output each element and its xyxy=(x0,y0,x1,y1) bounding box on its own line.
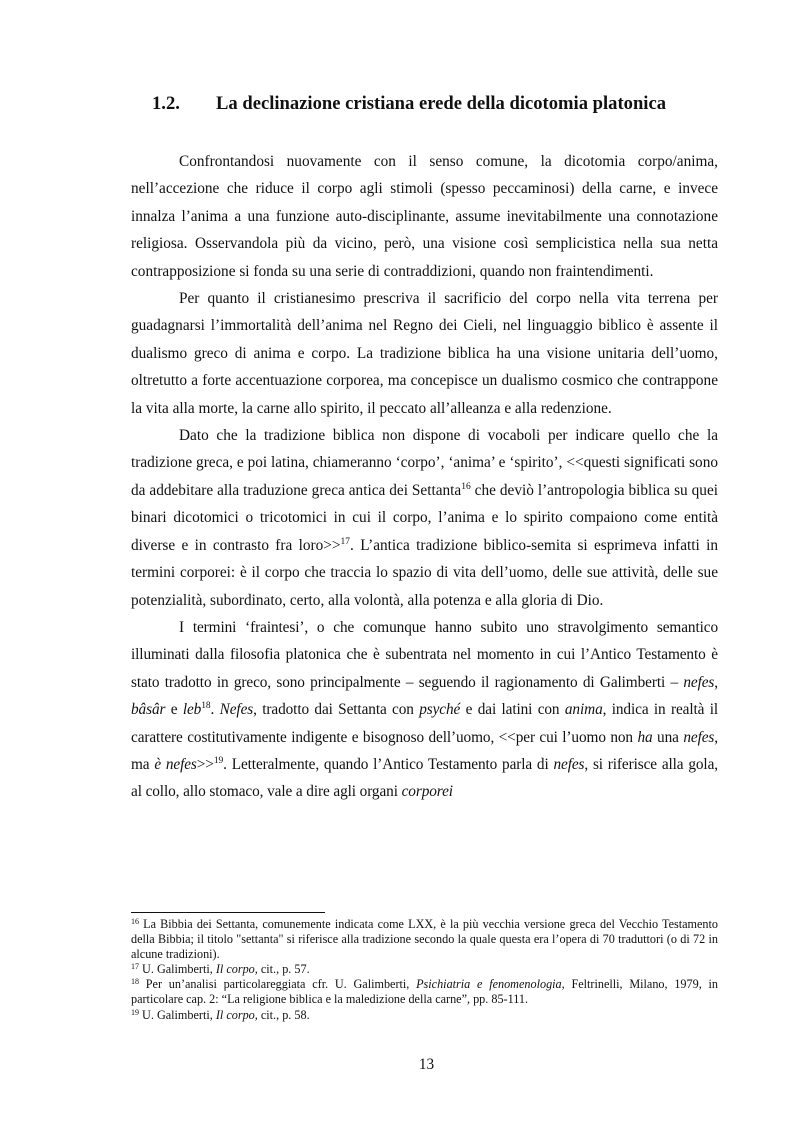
paragraph-3-text: Dato che la tradizione biblica non dispone di vocaboli per indicare quello che la tradizione greca, e poi latina, chiameranno ‘corpo’, ‘anima’ e ‘spirito’, <<questi significati sono da addebitare alla traduzione greca antica dei Settanta xyxy=(131,427,718,499)
paragraph-3 xyxy=(131,422,718,614)
footnote-separator xyxy=(131,912,325,913)
footnote-text: U. Galimberti, xyxy=(139,962,216,977)
footnote-number: 16 xyxy=(131,917,139,926)
footnote-book-title: Il corpo, xyxy=(215,962,258,977)
term-leb: leb xyxy=(182,701,202,719)
paragraph-4-text: I termini ‘fraintesi’, o che comunque hanno subito uno stravolgimento semantico illuminati dalla filosofia platonica che è subentrata nel momento in cui l’Antico Testamento è stato tradotto in greco, sono principalmente – seguendo il ragionamento di Galimberti – xyxy=(131,618,718,691)
footnote-ref-18: 18 xyxy=(201,701,211,712)
footnote-number: 19 xyxy=(131,1007,139,1017)
footnote-ref-16: 16 xyxy=(461,481,471,492)
footnote-text: cit., p. 58. xyxy=(257,1007,310,1022)
footnote-ref-17: 17 xyxy=(340,536,351,547)
paragraph-4-text: , xyxy=(714,673,718,691)
body-text xyxy=(131,148,718,806)
term-anima: anima xyxy=(564,701,603,719)
footnote-text: U. Galimberti, xyxy=(139,1007,216,1022)
paragraph-3-text: . L’antica tradizione biblico-semita si esprimeva infatti in termini corporei: è il corpo che traccia lo spazio di vita dell’uomo, delle sue attività, delle sue potenzialità, subordinato, certo, alla volontà, alla potenza e alla gloria di Dio. xyxy=(131,536,718,609)
paragraph-1: Confrontandosi nuovamente con il senso comune, la dicotomia corpo/anima, nell’accezione che riduce il corpo agli stimoli (spesso peccaminosi) della carne, e invece innalza l’anima a una funzione auto-disciplinante, assume inevitabilmente una connotazione religiosa. Osservandola più da vicino, però, una visione così semplicistica nella sua netta contrapposizione si fonda su una serie di contraddizioni, quando non fraintendimenti. xyxy=(131,153,718,280)
paragraph-4-text: . xyxy=(210,701,220,719)
term-psyche: psyché xyxy=(419,701,461,719)
footnotes xyxy=(131,917,718,1023)
footnote-text: , Feltrinelli, Milano, 1979, in particolare cap. 2: “La religione biblica e la maledizione della carne”, pp. 85-111. xyxy=(131,977,718,1007)
emphasis-e-nefes: è nefes xyxy=(154,755,197,773)
footnote-18 xyxy=(131,977,718,1007)
paragraph-4-text: , indica in realtà il carattere costitutivamente indigente e bisognoso dell’uomo, <<per cui l’uomo non xyxy=(131,701,719,746)
footnote-text: La Bibbia dei Settanta, comunemente indicata come LXX, è la più vecchia versione greca del Vecchio Testamento della Bibbia; il titolo "settanta" si riferisce alla tradizione secondo la quale questa era l’opera di 70 traduttori (o di 72 in alcune tradizioni). xyxy=(131,917,718,962)
paragraph-2: Per quanto il cristianesimo prescriva il sacrificio del corpo nella vita terrena per guadagnarsi l’immortalità dell’anima nel Regno dei Cieli, nel linguaggio biblico è assente il dualismo greco di anima e corpo. La tradizione biblica ha una visione unitaria dell’uomo, oltretutto a forte accentuazione corporea, ma concepisce un dualismo cosmico che contrappone la vita alla morte, la carne allo spirito, il peccato all’alleanza e alla redenzione. xyxy=(131,290,718,417)
term-nefes: nefes xyxy=(553,755,585,773)
footnote-number: 18 xyxy=(131,977,139,987)
footnote-text: cit., p. 57. xyxy=(257,962,310,977)
paragraph-4-text: , si riferisce alla gola, al collo, allo stomaco, vale a dire agli organi xyxy=(131,755,718,801)
term-corporei: corporei xyxy=(401,783,453,801)
term-basar: bâsâr xyxy=(131,701,166,719)
footnote-book-title: Psichiatria e fenomenologia xyxy=(416,977,562,992)
footnote-text: Per un’analisi particolareggiata cfr. U. Galimberti, xyxy=(139,977,417,992)
paragraph-4-text: , ma xyxy=(131,728,718,773)
section-number: 1.2. xyxy=(152,93,180,114)
footnote-number: 17 xyxy=(131,962,139,972)
paragraph-4-text: >> xyxy=(196,755,214,773)
paragraph-4-text: e dai latini con xyxy=(460,701,565,719)
paragraph-4-text: e xyxy=(165,701,183,719)
page-number: 13 xyxy=(418,1056,435,1073)
term-nefes: Nefes xyxy=(219,701,254,719)
term-nefes: nefes xyxy=(683,728,715,746)
section-title: La declinazione cristiana erede della dicotomia platonica xyxy=(216,93,666,114)
emphasis-ha: ha xyxy=(637,728,653,746)
section-heading xyxy=(152,93,712,115)
term-nefes: nefes xyxy=(683,673,715,691)
footnote-17 xyxy=(131,962,718,977)
footnote-16 xyxy=(131,917,718,962)
footnote-19 xyxy=(131,1008,718,1023)
paragraph-4-text: , tradotto dai Settanta con xyxy=(253,701,420,719)
footnote-book-title: Il corpo, xyxy=(215,1007,258,1022)
paragraph-4-text: una xyxy=(652,728,684,746)
paragraph-3-text: che deviò l’antropologia biblica su quei binari dicotomici o tricotomici in cui il corpo, l’anima e lo spirito compaiono come entità diverse e in contrasto fra loro>> xyxy=(131,481,718,554)
paragraph-4-text: . Letteralmente, quando l’Antico Testamento parla di xyxy=(223,755,554,773)
footnote-ref-19: 19 xyxy=(213,755,224,766)
paragraph-4 xyxy=(131,614,718,806)
